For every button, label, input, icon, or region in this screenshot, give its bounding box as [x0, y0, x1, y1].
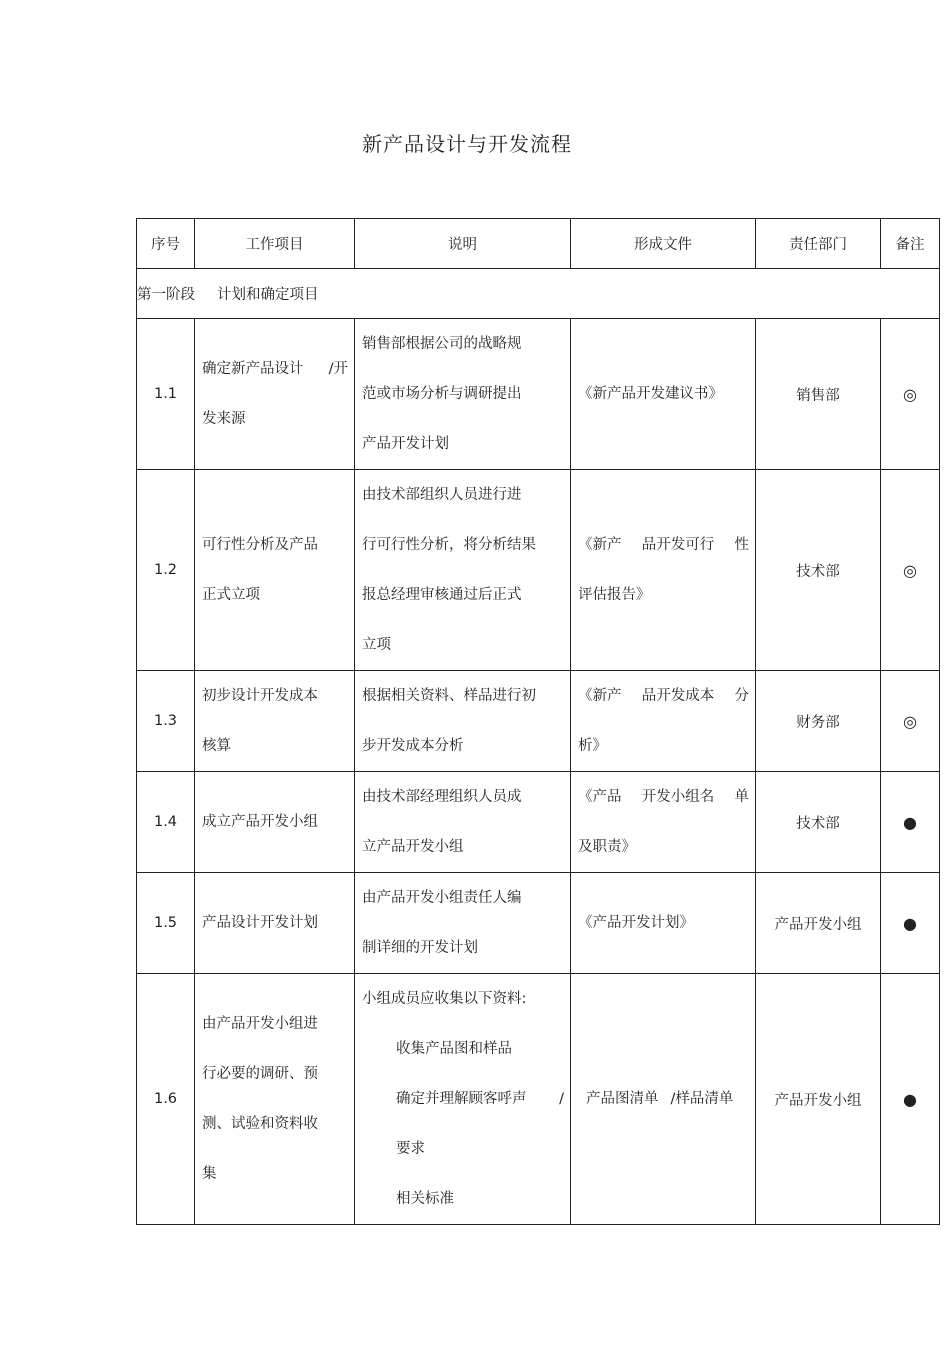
doc-line: 《新产品开发建议书》: [578, 386, 723, 402]
doc-part: 单: [734, 789, 749, 805]
table-row: [137, 772, 940, 873]
doc-part: 品开发可行: [641, 537, 715, 553]
item-line: 行必要的调研、预: [202, 1066, 318, 1082]
doc-part: 《新产: [578, 537, 622, 553]
doc-part: 《产品: [578, 789, 622, 805]
desc-line: 由产品开发小组责任人编: [362, 890, 522, 906]
item-line: 产品设计开发计划: [202, 915, 318, 931]
item-line: 成立产品开发小组: [202, 814, 318, 830]
header-dept: 责任部门: [756, 219, 881, 269]
row-number: 1.4: [137, 772, 195, 873]
header-row: [137, 219, 940, 269]
desc-part: /: [559, 1091, 564, 1107]
item-line: 正式立项: [202, 587, 260, 603]
desc-line: 行可行性分析，将分析结果: [362, 537, 536, 553]
double-circle-icon: ◎: [881, 319, 940, 470]
item-line: 初步设计开发成本: [202, 688, 318, 704]
doc-part: 产品图清单: [586, 1091, 659, 1107]
doc-part: /样品清单: [670, 1091, 734, 1107]
desc-line: 步开发成本分析: [362, 738, 464, 754]
row-dept: 财务部: [756, 671, 881, 772]
item-line: /开: [328, 361, 348, 377]
row-desc: [355, 319, 571, 470]
table-row: [137, 974, 940, 1225]
row-number: 1.6: [137, 974, 195, 1225]
double-circle-icon: ◎: [881, 470, 940, 671]
desc-line: 确定并理解顾客呼声: [396, 1091, 527, 1107]
phase-name: 计划和确定项目: [217, 287, 319, 303]
row-dept: 产品开发小组: [756, 873, 881, 974]
row-doc: [571, 772, 756, 873]
row-doc: [571, 319, 756, 470]
desc-line: 由技术部组织人员进行进: [362, 487, 522, 503]
desc-line: 报总经理审核通过后正式: [362, 587, 522, 603]
desc-line: 相关标准: [396, 1191, 454, 1207]
row-dept: 技术部: [756, 470, 881, 671]
process-table: [136, 218, 940, 1225]
header-doc: 形成文件: [571, 219, 756, 269]
row-item: [195, 873, 355, 974]
doc-line: 评估报告》: [578, 587, 651, 603]
item-line: 核算: [202, 738, 231, 754]
desc-line: 立产品开发小组: [362, 839, 464, 855]
desc-line: 立项: [362, 637, 391, 653]
table-row: [137, 319, 940, 470]
document-title: 新产品设计与开发流程: [362, 132, 572, 156]
desc-line: 由技术部经理组织人员成: [362, 789, 522, 805]
row-dept: 销售部: [756, 319, 881, 470]
header-desc: 说明: [355, 219, 571, 269]
phase-label: 第一阶段: [137, 287, 195, 303]
doc-line: 析》: [578, 738, 607, 754]
double-circle-icon: ◎: [881, 671, 940, 772]
desc-line: 收集产品图和样品: [396, 1041, 512, 1057]
row-doc: [571, 974, 756, 1225]
table-row: [137, 470, 940, 671]
table-row: [137, 671, 940, 772]
filled-circle-icon: ●: [881, 873, 940, 974]
row-number: 1.3: [137, 671, 195, 772]
doc-part: 性: [734, 537, 749, 553]
item-line: 发来源: [202, 411, 246, 427]
doc-part: 分: [734, 688, 749, 704]
row-desc: [355, 470, 571, 671]
doc-part: 品开发成本: [641, 688, 715, 704]
desc-line: 销售部根据公司的战略规: [362, 336, 522, 352]
row-doc: [571, 671, 756, 772]
row-item: [195, 671, 355, 772]
phase-row: [137, 269, 940, 319]
filled-circle-icon: ●: [881, 974, 940, 1225]
item-line: 由产品开发小组进: [202, 1016, 318, 1032]
row-item: [195, 319, 355, 470]
row-item: [195, 974, 355, 1225]
header-no: 序号: [137, 219, 195, 269]
header-item: 工作项目: [195, 219, 355, 269]
doc-line: 及职责》: [578, 839, 636, 855]
row-number: 1.1: [137, 319, 195, 470]
row-desc: [355, 671, 571, 772]
desc-line: 小组成员应收集以下资料:: [362, 991, 527, 1007]
filled-circle-icon: ●: [881, 772, 940, 873]
row-dept: 技术部: [756, 772, 881, 873]
row-number: 1.5: [137, 873, 195, 974]
item-line: 可行性分析及产品: [202, 537, 318, 553]
row-doc: [571, 470, 756, 671]
phase-cell: [137, 269, 940, 319]
item-line: 集: [202, 1166, 217, 1182]
row-desc: [355, 772, 571, 873]
desc-line: 范或市场分析与调研提出: [362, 386, 522, 402]
row-number: 1.2: [137, 470, 195, 671]
table-row: [137, 873, 940, 974]
item-line: 测、试验和资料收: [202, 1116, 318, 1132]
row-desc: [355, 974, 571, 1225]
row-item: [195, 470, 355, 671]
doc-part: 开发小组名: [641, 789, 715, 805]
desc-line: 要求: [396, 1141, 425, 1157]
item-line: 确定新产品设计: [202, 361, 304, 377]
doc-line: 《产品开发计划》: [578, 915, 694, 931]
row-item: [195, 772, 355, 873]
row-doc: [571, 873, 756, 974]
row-desc: [355, 873, 571, 974]
header-remark: 备注: [881, 219, 940, 269]
doc-part: 《新产: [578, 688, 622, 704]
row-dept: 产品开发小组: [756, 974, 881, 1225]
desc-line: 根据相关资料、样品进行初: [362, 688, 536, 704]
desc-line: 制详细的开发计划: [362, 940, 478, 956]
desc-line: 产品开发计划: [362, 436, 449, 452]
